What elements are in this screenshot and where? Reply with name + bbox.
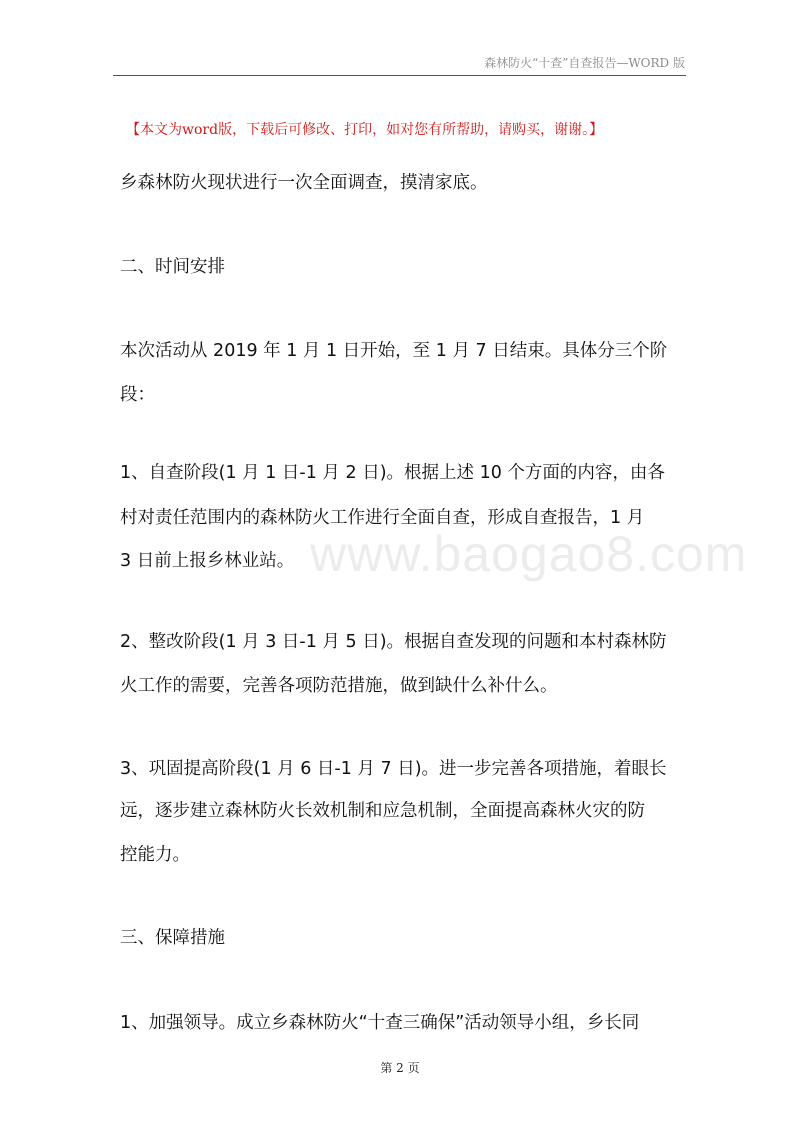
paragraph-line: 火工作的需要，完善各项防范措施，做到缺什么补什么。 bbox=[120, 676, 558, 696]
watermark: www.baogao8.com bbox=[310, 526, 748, 582]
paragraph-line: 本次活动从 2019 年 1 月 1 日开始，至 1 月 7 日结束。具体分三个阶 bbox=[120, 341, 668, 361]
paragraph-line: 1、自查阶段(1 月 1 日-1 月 2 日)。根据上述 10 个方面的内容，由各 bbox=[120, 463, 665, 483]
paragraph-line: 乡森林防火现状进行一次全面调查，摸清家底。 bbox=[120, 173, 488, 193]
paragraph-line: 村对责任范围内的森林防火工作进行全面自查，形成自查报告，1 月 bbox=[120, 508, 645, 528]
header-divider bbox=[113, 75, 686, 76]
paragraph-line: 段： bbox=[120, 385, 155, 405]
purchase-notice: 【本文为word版，下载后可修改、打印，如对您有所帮助，请购买，谢谢。】 bbox=[126, 122, 604, 138]
paragraph-line: 1、加强领导。成立乡森林防火“十查三确保”活动领导小组，乡长同 bbox=[120, 1013, 640, 1033]
paragraph-line: 3 日前上报乡林业站。 bbox=[120, 551, 295, 571]
section-heading-safeguards: 三、保障措施 bbox=[120, 928, 225, 948]
paragraph-line: 远，逐步建立森林防火长效机制和应急机制，全面提高森林火灾的防 bbox=[120, 801, 645, 821]
header-title: 森林防火“十查”自查报告—WORD 版 bbox=[484, 56, 685, 70]
paragraph-line: 2、整改阶段(1 月 3 日-1 月 5 日)。根据自查发现的问题和本村森林防 bbox=[120, 632, 667, 652]
section-heading-schedule: 二、时间安排 bbox=[120, 257, 225, 277]
page-number: 第 2 页 bbox=[380, 1061, 420, 1075]
paragraph-line: 3、巩固提高阶段(1 月 6 日-1 月 7 日)。进一步完善各项措施，着眼长 bbox=[120, 759, 667, 779]
paragraph-line: 控能力。 bbox=[120, 845, 190, 865]
